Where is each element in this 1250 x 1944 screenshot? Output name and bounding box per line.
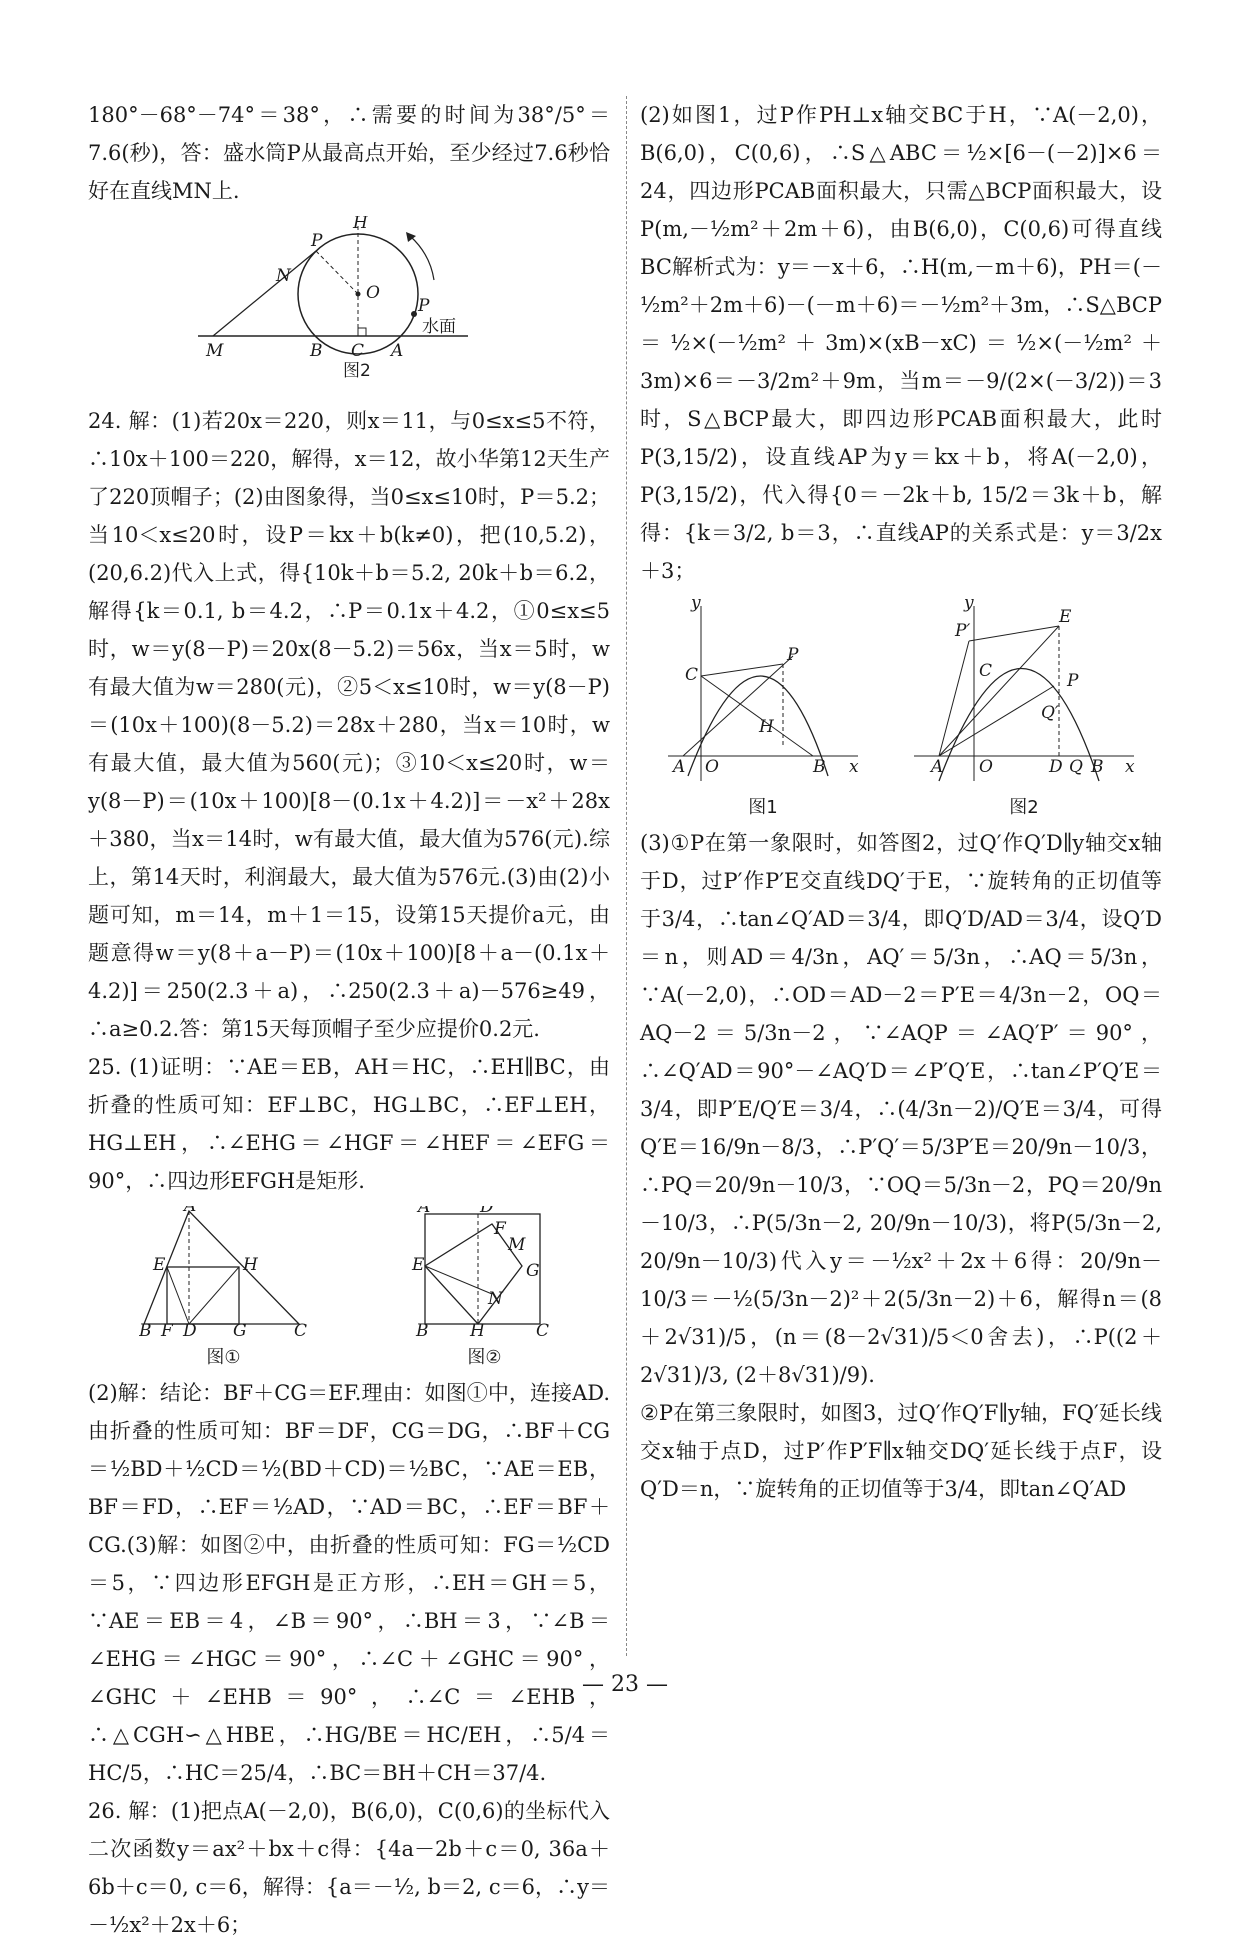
svg-text:E: E [152, 1255, 165, 1275]
svg-text:Q: Q [1069, 757, 1083, 777]
paragraph-23-end: 180°－68°－74°＝38°，∴需要的时间为38°/5°＝7.6(秒)，答：盛水筒P从最高点开始，至少经过7.6秒恰好在直线MN上. [88, 103, 610, 203]
parabola-figures [640, 596, 1162, 818]
answer-24: 24. 解：(1)若20x＝220，则x＝11，与0≤x≤5不符，∴10x＋100＝220，解得，x＝12，故小华第12天生产了220顶帽子；(2)由图象得，当0≤x≤10时，P＝5.2；当10＜x≤20时，设P＝kx＋b(k≠0)，把(10,5.2)，(20,6.2)代入上式，得{10k＋b＝5.2, 20k＋b＝6.2，解得{k＝0.1, b＝4.2，∴P＝0.1x＋4.2，①0≤x≤5时，w＝y(8－P)＝20x(8－5.2)＝56x，当x＝5时，w有最大值为w＝280(元)，②5＜x≤10时，w＝y(8－P)＝(10x＋100)(8－5.2)＝28x＋280，当x＝10时，w有最大值，最大值为560(元)；③10＜x≤20时，w＝y(8－P)＝(10x＋100)[8－(0.1x＋4.2)]＝－x²＋28x＋380，当x＝14时，w有最大值，最大值为576(元).综上，第14天时，利润最大，最大值为576元.(3)由(2)小题可知，m＝14，m＋1＝15，设第15天提价a元，由题意得w＝y(8＋a－P)＝(10x＋100)[8＋a－(0.1x＋4.2)]＝250(2.3＋a)，∴250(2.3＋a)－576≥49，∴a≥0.2.答：第15天每顶帽子至少应提价0.2元. [88, 409, 610, 1041]
svg-text:x: x [849, 757, 859, 777]
svg-text:y: y [964, 596, 974, 613]
svg-text:B: B [415, 1321, 428, 1336]
svg-text:图2: 图2 [343, 361, 371, 381]
svg-text:C: C [685, 665, 699, 685]
svg-text:y: y [691, 596, 701, 613]
folding-figures [88, 1206, 610, 1368]
column-divider [626, 96, 627, 1656]
answer-26-part1: 26. 解：(1)把点A(－2,0)，B(6,0)，C(0,6)的坐标代入二次函数y＝ax²＋bx＋c得：{4a－2b＋c＝0, 36a＋6b＋c＝0, c＝6，解得：{a＝－½, b＝2, c＝6，∴y＝－½x²＋2x＋6； [88, 1799, 610, 1937]
svg-text:H: H [759, 717, 774, 737]
svg-text:Q′: Q′ [1041, 703, 1059, 723]
svg-text:D: D [1049, 757, 1063, 777]
answer-26-part3: (3)①P在第一象限时，如答图2，过Q′作Q′D∥y轴交x轴于D，过P′作P′E交直线DQ′于E，∵旋转角的正切值等于3/4，∴tan∠Q′AD＝3/4，即Q′D/AD＝3/4，设Q′D＝n，则AD＝4/3n，AQ′＝5/3n，∴AQ＝5/3n，∵A(－2,0)，∴OD＝AD－2＝P′E＝4/3n－2，OQ＝AQ－2＝5/3n－2，∵∠AQP＝∠AQ′P′＝90°，∴∠Q′AD＝90°－∠AQ′D＝∠P′Q′E，∴tan∠P′Q′E＝3/4，即P′E/Q′E＝3/4，∴(4/3n－2)/Q′E＝3/4，可得Q′E＝16/9n－8/3，∴P′Q′＝5/3P′E＝20/9n－10/3，∴PQ＝20/9n－10/3，∵OQ＝5/3n－2，PQ＝20/9n－10/3，∴P(5/3n－2, 20/9n－10/3)，将P(5/3n－2, 20/9n－10/3)代入y＝－½x²＋2x＋6得：20/9n－10/3＝－½(5/3n－2)²＋2(5/3n－2)＋6，解得n＝(8＋2√31)/5，(n＝(8－2√31)/5＜0舍去)，∴P((2＋2√31)/3, (2＋8√31)/9). [640, 831, 1162, 1387]
svg-text:x: x [1125, 757, 1135, 777]
svg-text:O: O [979, 757, 993, 777]
svg-text:N: N [487, 1289, 503, 1309]
svg-text:C: C [979, 661, 993, 681]
parabola-graph-1 [663, 596, 863, 818]
svg-text:H: H [242, 1255, 258, 1275]
graph-1-caption: 图1 [748, 797, 778, 818]
svg-text:A: A [183, 1206, 196, 1216]
left-column [88, 96, 610, 1944]
folding-figure-2 [410, 1206, 560, 1368]
svg-text:B: B [1091, 757, 1104, 777]
svg-text:N: N [276, 266, 291, 286]
svg-text:H: H [353, 216, 368, 233]
svg-text:D: D [182, 1321, 197, 1336]
svg-text:A: A [931, 757, 944, 777]
svg-text:A: A [417, 1206, 430, 1217]
svg-text:G: G [525, 1261, 540, 1281]
svg-text:E: E [1059, 607, 1072, 627]
svg-text:M: M [206, 341, 224, 361]
svg-text:O: O [366, 283, 380, 303]
folding-figure-1 [139, 1206, 309, 1368]
svg-text:B: B [813, 757, 826, 777]
graph-2-caption: 图2 [1009, 797, 1039, 818]
svg-text:G: G [232, 1321, 247, 1336]
figure-1-caption: 图① [206, 1347, 241, 1368]
svg-text:P: P [418, 296, 430, 316]
answer-25-part1: 25. (1)证明：∵AE＝EB，AH＝HC，∴EH∥BC，由折叠的性质可知：EF⊥BC，HG⊥BC，∴EF⊥EH，HG⊥EH，∴∠EHG＝∠HGF＝∠HEF＝∠EFG＝90°，∴四边形EFGH是矩形. [88, 1055, 610, 1193]
svg-text:M: M [507, 1235, 525, 1255]
svg-text:P: P [787, 645, 799, 665]
svg-text:水面: 水面 [422, 317, 456, 337]
svg-text:F: F [160, 1321, 173, 1336]
svg-text:C: C [535, 1321, 549, 1336]
right-column [640, 96, 1162, 1508]
svg-text:B: B [138, 1321, 151, 1336]
answer-26-part2: (2)如图1，过P作PH⊥x轴交BC于H，∵A(－2,0)，B(6,0)，C(0,6)，∴S△ABC＝½×[6－(－2)]×6＝24，四边形PCAB面积最大，只需△BCP面积最大，设P(m,－½m²＋2m＋6)，由B(6,0)，C(0,6)可得直线BC解析式为：y＝－x＋6，∴H(m,－m＋6)，PH＝(－½m²＋2m＋6)－(－m＋6)＝－½m²＋3m，∴S△BCP＝½×(－½m²＋3m)×(xB－xC)＝½×(－½m²＋3m)×6＝－3/2m²＋9m，当m＝－9/(2×(－3/2))＝3时，S△BCP最大，即四边形PCAB面积最大，此时P(3,15/2)，设直线AP为y＝kx＋b，将A(－2,0)，P(3,15/2)，代入得{0＝－2k＋b, 15/2＝3k＋b，解得：{k＝3/2, b＝3，∴直线AP的关系式是：y＝3/2x＋3； [640, 103, 1162, 583]
svg-text:O: O [705, 757, 719, 777]
svg-text:H: H [469, 1321, 485, 1336]
page-number: — 23 — [582, 1672, 668, 1697]
parabola-graph-2 [909, 596, 1139, 818]
water-wheel-figure [88, 216, 610, 396]
answer-25-part2: (2)解：结论：BF＋CG＝EF.理由：如图①中，连接AD.由折叠的性质可知：BF＝DF，CG＝DG，∴BF＋CG＝½BD＋½CD＝½(BD＋CD)＝½BC，∵AE＝EB，BF＝FD，∴EF＝½AD，∵AD＝BC，∴EF＝BF＋CG.(3)解：如图②中，由折叠的性质可知：FG＝½CD＝5，∵四边形EFGH是正方形，∴EH＝GH＝5，∵AE＝EB＝4，∠B＝90°，∴BH＝3，∵∠B＝∠EHG＝∠HGC＝90°，∴∠C＋∠GHC＝90°，∠GHC＋∠EHB＝90°，∴∠C＝∠EHB，∴△CGH∽△HBE，∴HG/BE＝HC/EH，∴5/4＝HC/5，∴HC＝25/4，∴BC＝BH＋CH＝37/4. [88, 1381, 610, 1785]
svg-text:A: A [391, 341, 404, 361]
svg-text:E: E [411, 1255, 424, 1275]
svg-text:P′: P′ [955, 621, 971, 641]
svg-text:D: D [479, 1206, 494, 1217]
svg-text:P: P [1067, 671, 1079, 691]
svg-text:A: A [673, 757, 686, 777]
svg-text:C: C [351, 341, 365, 361]
svg-text:P: P [311, 231, 323, 251]
svg-text:C: C [293, 1321, 307, 1336]
answer-26-part4: ②P在第三象限时，如图3，过Q′作Q′F∥y轴，FQ′延长线交x轴于点D，过P′作P′F∥x轴交DQ′延长线于点F，设Q′D＝n，∵旋转角的正切值等于3/4，即tan∠Q′AD [640, 1401, 1162, 1501]
svg-text:B: B [310, 341, 323, 361]
figure-2-caption: 图② [467, 1347, 502, 1368]
svg-text:F: F [493, 1219, 506, 1239]
